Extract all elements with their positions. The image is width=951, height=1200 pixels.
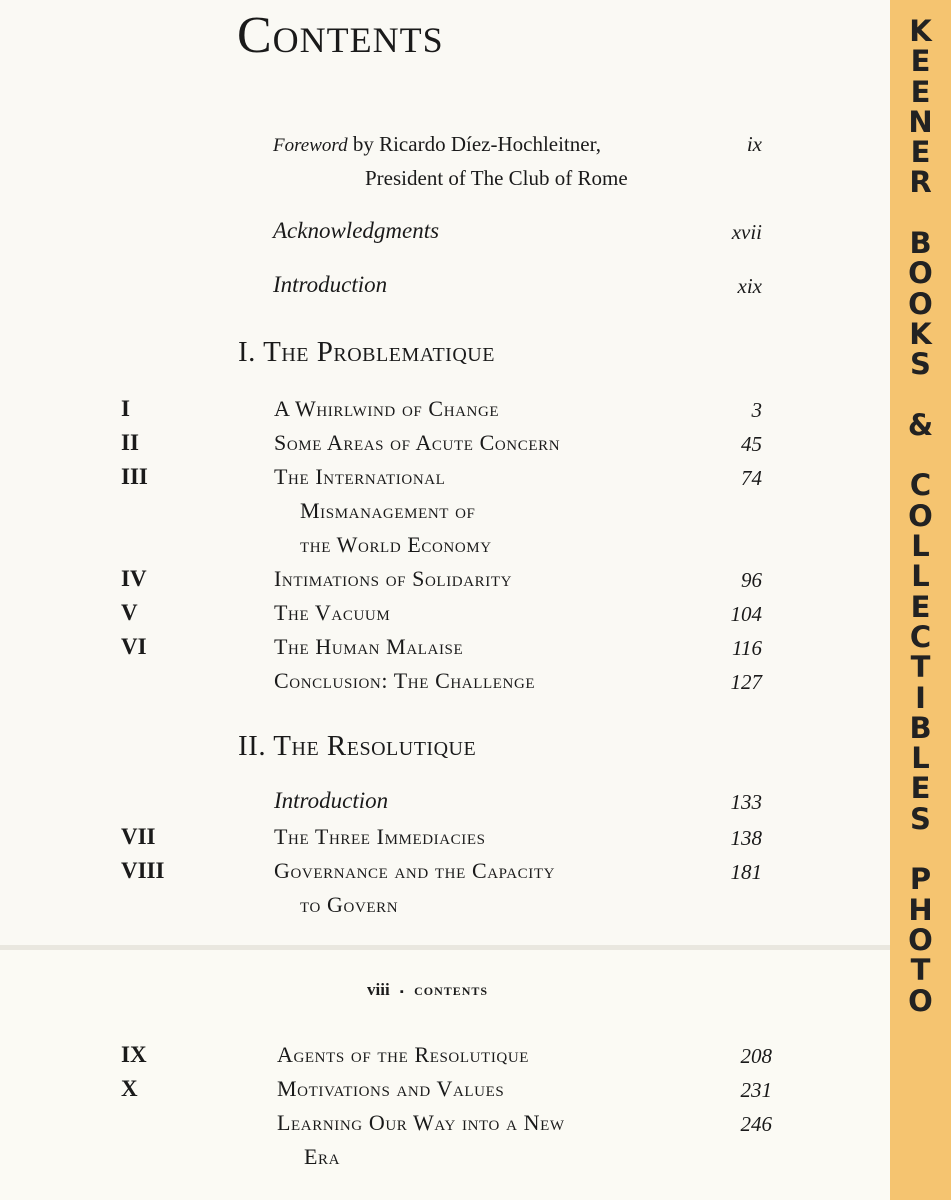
chapter-number: III	[121, 464, 148, 489]
running-head-label: contents	[414, 980, 489, 999]
chapter-number: IX	[121, 1042, 147, 1067]
watermark-char: L	[911, 741, 930, 776]
watermark-char: T	[910, 953, 931, 988]
chapter-number: V	[121, 600, 138, 625]
chapter-title[interactable]: Governance and the Capacity	[274, 858, 556, 883]
chapter-page: 74	[741, 466, 762, 490]
chapter-title[interactable]: The International	[274, 464, 446, 489]
chapter-title[interactable]: The Human Malaise	[274, 634, 464, 659]
chapter-page: 104	[730, 602, 762, 626]
chapter-title[interactable]: Motivations and Values	[277, 1076, 505, 1101]
watermark-char: R	[909, 165, 932, 200]
running-head-separator: ▪	[399, 986, 404, 998]
watermark-char: L	[911, 559, 930, 594]
watermark-char	[915, 198, 925, 228]
chapter-page: 208	[740, 1044, 772, 1068]
page-title: Contents	[237, 7, 444, 64]
chapter-title[interactable]: Intimations of Solidarity	[274, 566, 513, 591]
watermark-char: O	[908, 922, 933, 957]
watermark-char: O	[908, 498, 933, 533]
watermark-char: L	[911, 529, 930, 564]
chapter-page: 96	[741, 568, 762, 592]
chapter-number: X	[121, 1076, 138, 1101]
watermark-char: C	[909, 619, 932, 654]
chapter-number: VIII	[121, 858, 165, 883]
foreword-page: ix	[746, 132, 762, 156]
introduction-page: xix	[737, 274, 762, 298]
chapter-page: 246	[740, 1112, 772, 1136]
chapter-number: II	[121, 430, 139, 455]
chapter-title-continued: Mismanagement of	[300, 498, 476, 523]
watermark-char: E	[910, 135, 931, 170]
chapter-title[interactable]: The Three Immediacies	[274, 824, 486, 849]
chapter-number: I	[121, 396, 130, 421]
chapter-number: IV	[121, 566, 147, 591]
part-1-heading: I. The Problematique	[238, 336, 495, 368]
part-2-introduction[interactable]: Introduction	[274, 788, 389, 813]
chapter-page: 127	[730, 670, 762, 694]
chapter-page: 138	[730, 826, 762, 850]
chapter-page: 181	[730, 860, 762, 884]
watermark-char: O	[908, 256, 933, 291]
watermark-char: O	[908, 286, 933, 321]
watermark-char: B	[909, 226, 932, 261]
foreword-author: by Ricardo Díez-Hochleitner,	[347, 132, 601, 156]
watermark-char: S	[910, 801, 931, 836]
watermark-char	[915, 834, 925, 864]
foreword-label: Foreword	[273, 135, 348, 156]
chapter-title[interactable]: The Vacuum	[274, 600, 391, 625]
chapter-title-continued: the World Economy	[300, 532, 492, 557]
watermark-char: N	[908, 104, 933, 139]
chapter-page: 231	[740, 1078, 772, 1102]
chapter-number: VII	[121, 824, 156, 849]
watermark-char: &	[907, 407, 934, 442]
watermark-char	[915, 380, 925, 410]
foreword-author-title: President of The Club of Rome	[365, 166, 628, 190]
watermark-char: E	[910, 771, 931, 806]
watermark-text	[890, 16, 951, 1016]
chapter-page: 116	[732, 636, 762, 660]
part-2-heading: II. The Resolutique	[238, 730, 477, 762]
introduction-entry[interactable]: Introduction	[273, 272, 388, 297]
watermark-char: S	[910, 347, 931, 382]
chapter-page: 133	[730, 790, 762, 814]
watermark-char: P	[909, 862, 932, 897]
chapter-title[interactable]: Agents of the Resolutique	[277, 1042, 530, 1067]
chapter-title[interactable]: Some Areas of Acute Concern	[274, 430, 561, 455]
watermark-char: H	[908, 892, 933, 927]
watermark-sidebar	[890, 0, 951, 1200]
conclusion-title[interactable]: Conclusion: The Challenge	[274, 668, 536, 693]
watermark-char: K	[909, 14, 932, 48]
watermark-char: O	[908, 983, 933, 1018]
watermark-char: I	[915, 680, 926, 715]
watermark-char: E	[910, 74, 931, 109]
chapter-page: 3	[751, 398, 762, 422]
watermark-char: E	[910, 589, 931, 624]
chapter-title[interactable]: Learning Our Way into a New	[277, 1110, 565, 1135]
acknowledgments-page: xvii	[731, 220, 762, 244]
watermark-char: C	[909, 468, 932, 503]
chapter-title-continued: Era	[304, 1144, 341, 1169]
watermark-char	[915, 440, 925, 470]
watermark-char: E	[910, 44, 931, 79]
watermark-char: K	[909, 316, 932, 351]
chapter-number: VI	[121, 634, 147, 659]
acknowledgments-entry[interactable]: Acknowledgments	[273, 218, 440, 243]
chapter-title-continued: to Govern	[300, 892, 399, 917]
watermark-char: B	[909, 710, 932, 745]
running-head-page-number: viii	[367, 980, 390, 999]
foreword-entry[interactable]	[273, 132, 601, 157]
watermark-char: T	[910, 650, 931, 685]
chapter-title[interactable]: A Whirlwind of Change	[274, 396, 500, 421]
running-head	[367, 980, 488, 1000]
chapter-page: 45	[741, 432, 762, 456]
